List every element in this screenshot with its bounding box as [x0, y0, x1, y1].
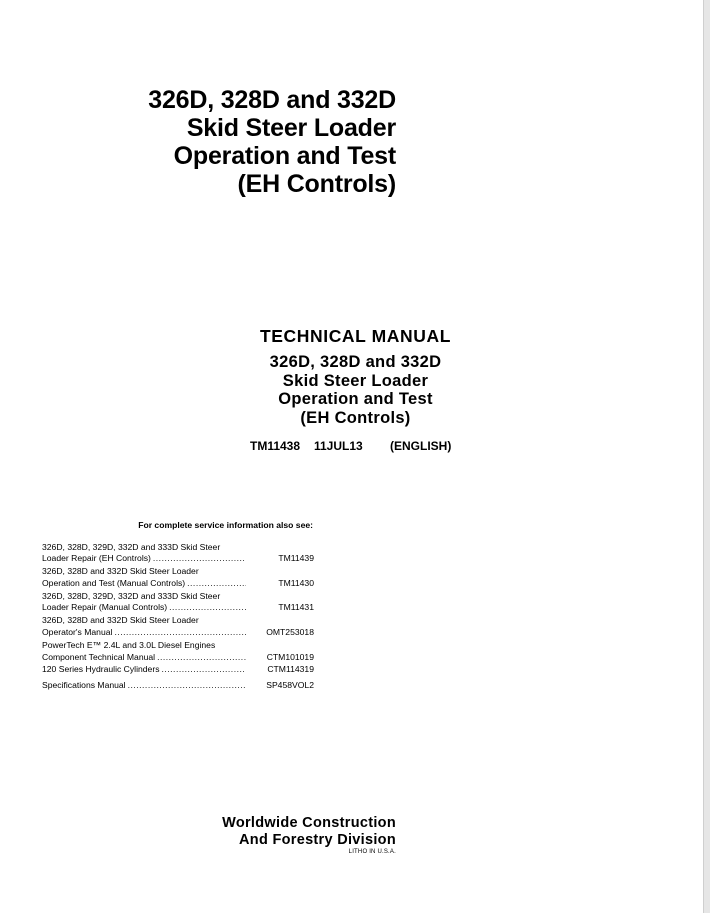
service-item	[42, 615, 314, 638]
service-item-text: PowerTech E™ 2.4L and 3.0L Diesel Engines	[42, 639, 216, 650]
service-item	[42, 640, 314, 663]
dot-leader	[128, 680, 246, 692]
litho-note: LITHO IN U.S.A.	[348, 849, 396, 855]
cover-title-line: Operation and Test	[173, 142, 396, 170]
technical-manual-block	[200, 324, 511, 427]
service-item	[42, 566, 314, 589]
cover-title	[0, 86, 396, 198]
dot-leader	[169, 602, 246, 614]
manual-language: (ENGLISH)	[390, 439, 452, 453]
dot-leader	[114, 627, 246, 639]
division-line: And Forestry Division	[239, 832, 396, 848]
manual-number: TM11438	[250, 439, 301, 453]
service-item-code: TM11431	[278, 602, 314, 613]
service-item-text: 326D, 328D and 332D Skid Steer Loader	[42, 615, 199, 626]
service-item	[42, 680, 314, 692]
technical-manual-heading: TECHNICAL MANUAL	[259, 326, 452, 346]
service-info-title: For complete service information also see:	[138, 520, 313, 530]
service-item-text: Loader Repair (Manual Controls)	[42, 602, 168, 613]
dot-leader	[157, 652, 246, 664]
page-edge	[703, 0, 710, 913]
subtitle-line: Skid Steer Loader	[282, 371, 429, 390]
technical-manual-subtitle	[200, 353, 511, 427]
subtitle-line: 326D, 328D and 332D	[269, 353, 442, 371]
service-item-text: Operator's Manual	[42, 626, 113, 637]
service-item-text: Operation and Test (Manual Controls)	[42, 577, 186, 588]
service-item-text: Loader Repair (EH Controls)	[42, 553, 151, 564]
service-item-text: Specifications Manual	[42, 680, 126, 691]
service-item-text: 326D, 328D, 329D, 332D and 333D Skid Steer	[42, 590, 221, 601]
service-item-code: CTM101019	[266, 651, 314, 662]
service-item	[42, 591, 314, 614]
manual-id-line	[250, 439, 451, 453]
service-item-text: Component Technical Manual	[42, 651, 156, 662]
service-info	[42, 520, 314, 693]
cover-title-line: 326D, 328D and 332D	[148, 86, 396, 114]
cover-title-line: (EH Controls)	[237, 170, 396, 198]
dot-leader	[162, 664, 247, 676]
subtitle-line: (EH Controls)	[300, 408, 411, 427]
service-item-code: OMT253018	[266, 626, 314, 637]
dot-leader	[153, 553, 246, 565]
service-item-code: TM11430	[278, 577, 314, 588]
division-name	[0, 815, 396, 849]
service-item-code: SP458VOL2	[266, 680, 314, 691]
manual-date: 11JUL13	[314, 439, 363, 453]
subtitle-line: Operation and Test	[278, 390, 433, 408]
service-item-code: CTM114319	[267, 664, 314, 675]
service-item-text: 120 Series Hydraulic Cylinders	[42, 664, 160, 675]
service-item-code: TM11439	[278, 553, 314, 564]
division-line: Worldwide Construction	[222, 815, 396, 831]
service-item-text: 326D, 328D, 329D, 332D and 333D Skid Steer	[42, 541, 221, 552]
cover-title-line: Skid Steer Loader	[186, 114, 396, 142]
service-item	[42, 542, 314, 565]
dot-leader	[187, 578, 246, 590]
service-item	[42, 664, 314, 676]
service-item-text: 326D, 328D and 332D Skid Steer Loader	[42, 566, 199, 577]
